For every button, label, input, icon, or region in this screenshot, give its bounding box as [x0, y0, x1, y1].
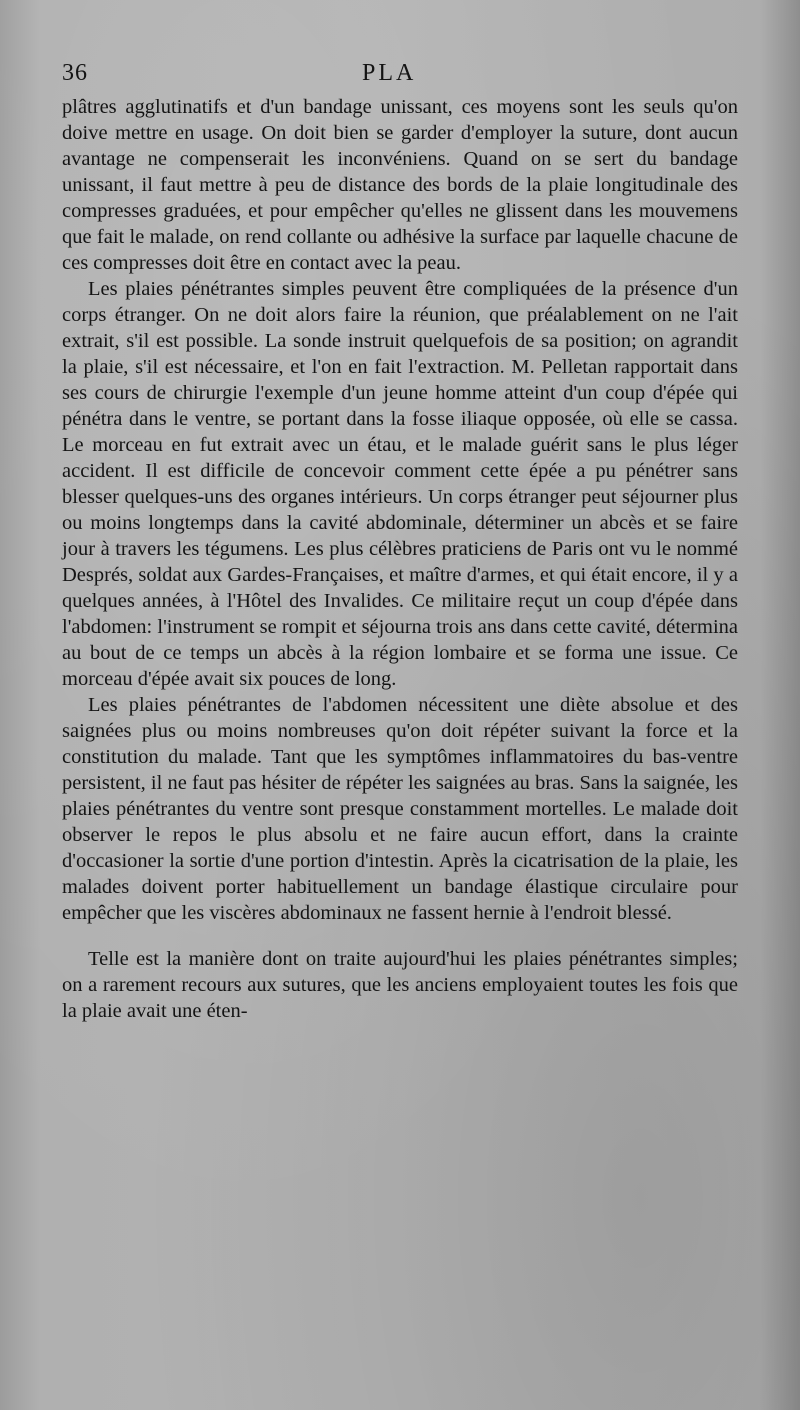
paragraph-4: Telle est la manière dont on traite aujourd'hui les plaies pénétrantes simples; on a rarement recours aux sutures, que les anciens employaient toutes les fois que la plaie avait une éten- — [62, 948, 738, 1022]
paragraph-3: Les plaies pénétrantes de l'abdomen nécessitent une diète absolue et des saignées plus ou moins nombreuses qu'on doit répéter suivant la force et la constitution du malade. Tant que les symptômes inflammatoires du bas-ventre persistent, il ne faut pas hésiter de répéter les saignées au bras. Sans la saignée, les plaies pénétrantes du ventre sont presque constamment mortelles. Le malade doit observer le repos le plus absolu et ne faire aucun effort, dans la crainte d'occasioner la sortie d'une portion d'intestin. Après la cicatrisation de la plaie, les malades doivent porter habituellement un bandage élastique circulaire pour empêcher que les viscères abdominaux ne fassent hernie à l'endroit blessé. — [62, 694, 738, 924]
page-number: 36 — [62, 60, 88, 86]
running-head — [62, 60, 738, 94]
paragraph-2: Les plaies pénétrantes simples peuvent être compliquées de la présence d'un corps étranger. On ne doit alors faire la réunion, que préalablement on ne l'ait extrait, s'il est possible. La sonde instruit quelquefois de sa position; on agrandit la plaie, s'il est nécessaire, et l'on en fait l'extraction. M. Pelletan rapportait dans ses cours de chirurgie l'exemple d'un jeune homme atteint d'un coup d'épée qui pénétra dans le ventre, se portant dans la fosse iliaque opposée, où elle se cassa. Le morceau en fut extrait avec un étau, et le malade guérit sans le plus léger accident. Il est difficile de concevoir comment cette épée a pu pénétrer sans blesser quelques-uns des organes intérieurs. Un corps étranger peut séjourner plus ou moins longtemps dans la cavité abdominale, déterminer un abcès et se faire jour à travers les tégumens. Les plus célèbres praticiens de Paris ont vu le nommé Després, soldat aux Gardes-Françaises, et maître d'armes, et qui était encore, il y a quelques années, à l'Hôtel des Invalides. Ce militaire reçut un coup d'épée dans l'abdomen: l'instrument se rompit et séjourna trois ans dans cette cavité, détermina au bout de ce temps un abcès à la région lombaire et se forma une issue. Ce morceau d'épée avait six pouces de long. — [62, 278, 738, 690]
running-title: PLA — [362, 60, 417, 86]
body-text — [62, 94, 738, 1024]
paragraph-1: plâtres agglutinatifs et d'un bandage unissant, ces moyens sont les seuls qu'on doive mettre en usage. On doit bien se garder d'employer la suture, dont aucun avantage ne compenserait les inconvéniens. Quand on se sert du bandage unissant, il faut mettre à peu de distance des bords de la plaie longitudinale des compresses graduées, et pour empêcher qu'elles ne glissent dans les mouvemens que fait le malade, on rend collante ou adhésive la surface par laquelle chacune de ces compresses doit être en contact avec la peau. — [62, 96, 738, 274]
